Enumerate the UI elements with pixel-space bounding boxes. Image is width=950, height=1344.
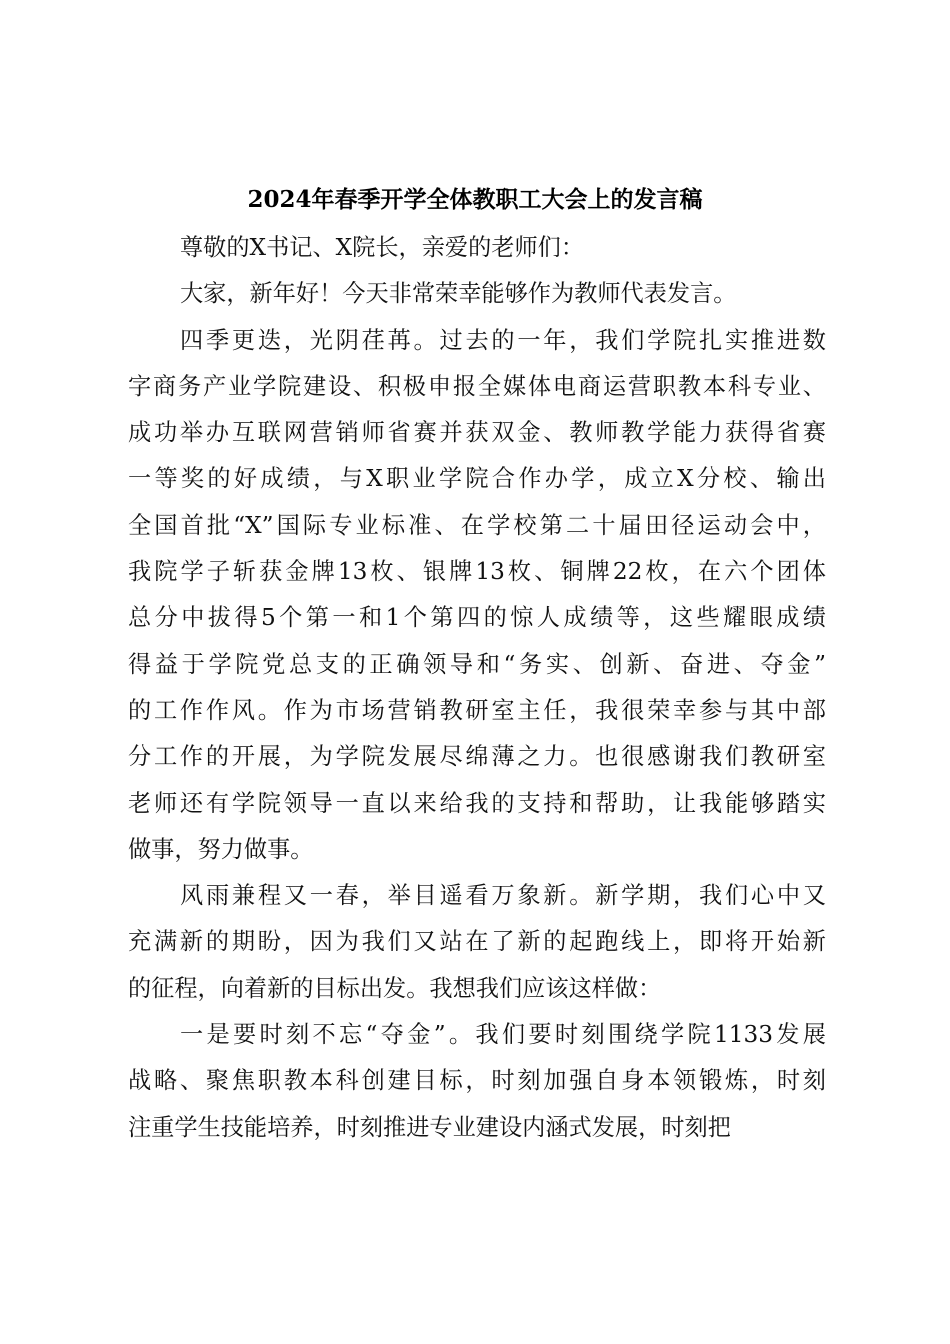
text-line: 老师还有学院领导一直以来给我的支持和帮助，让我能够踏实: [128, 789, 826, 817]
text-line: 全国首批“X”国际专业标准、在学校第二十届田径运动会中，: [128, 511, 826, 539]
text-line: 做事，努力做事。: [128, 835, 314, 863]
text-line: 注重学生技能培养，时刻推进专业建设内涵式发展，时刻把: [128, 1113, 731, 1141]
document-title: 2024年春季开学全体教职工大会上的发言稿: [247, 186, 703, 213]
text-line: 一等奖的好成绩，与X职业学院合作办学，成立X分校、输出: [128, 465, 826, 493]
paragraph-review: [128, 318, 826, 874]
text-line: 成功举办互联网营销师省赛并获双金、教师教学能力获得省赛: [128, 419, 826, 447]
text-line: 四季更迭，光阴荏苒。过去的一年，我们学院扎实推进数: [180, 326, 826, 354]
text-line: 的征程，向着新的目标出发。我想我们应该这样做：: [128, 974, 662, 1002]
text-line: 字商务产业学院建设、积极申报全媒体电商运营职教本科专业、: [128, 372, 826, 400]
text-line: 充满新的期盼，因为我们又站在了新的起跑线上，即将开始新: [128, 928, 826, 956]
text-line: 的工作作风。作为市场营销教研室主任，我很荣幸参与其中部: [128, 696, 826, 724]
text-line: 总分中拔得5个第一和1个第四的惊人成绩等，这些耀眼成绩: [128, 604, 826, 632]
paragraph-new-semester: [128, 873, 826, 1012]
text-line: 得益于学院党总支的正确领导和“务实、创新、奋进、夺金”: [128, 650, 826, 678]
text-line: 战略、聚焦职教本科创建目标，时刻加强自身本领锻炼，时刻: [128, 1067, 826, 1095]
document-body: [128, 225, 826, 1151]
paragraph-point-one: [128, 1012, 826, 1151]
text-line: 分工作的开展，为学院发展尽绵薄之力。也很感谢我们教研室: [128, 743, 826, 771]
text-line: 风雨兼程又一春，举目遥看万象新。新学期，我们心中又: [180, 882, 826, 910]
salutation-line: 尊敬的X书记、X院长，亲爱的老师们：: [180, 234, 585, 261]
greeting-line: 大家，新年好！今天非常荣幸能够作为教师代表发言。: [180, 280, 737, 308]
text-line: 我院学子斩获金牌13枚、银牌13枚、铜牌22枚，在六个团体: [128, 558, 826, 586]
text-line: 一是要时刻不忘“夺金”。我们要时刻围绕学院1133发展: [180, 1021, 826, 1049]
